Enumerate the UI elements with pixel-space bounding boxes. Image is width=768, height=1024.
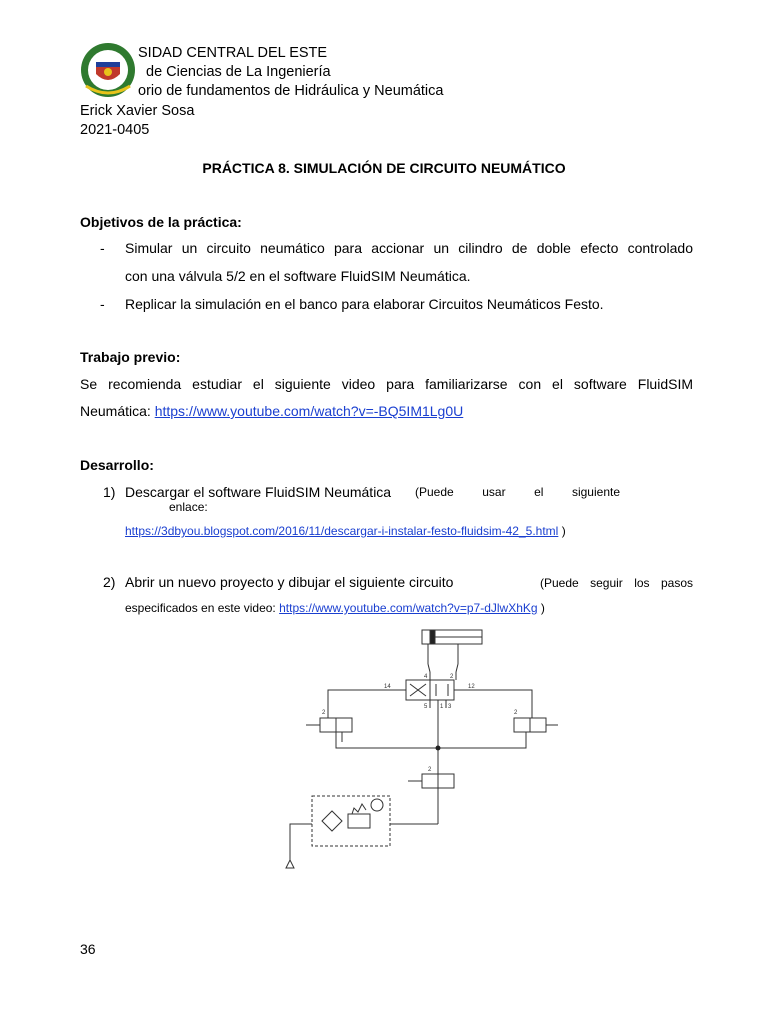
development-heading: Desarrollo: xyxy=(80,457,154,473)
university-logo xyxy=(80,42,136,98)
student-name: Erick Xavier Sosa xyxy=(80,103,195,119)
left-valve-3-2 xyxy=(306,714,438,748)
prework-video-link[interactable]: https://www.youtube.com/watch?v=-BQ5IM1Lg0U xyxy=(154,403,464,419)
junction-dot xyxy=(436,746,441,751)
step-1-note-cont: enlace: xyxy=(169,500,208,514)
step-2-close: ) xyxy=(540,601,545,615)
step-1-note: (Puede usar el siguiente xyxy=(415,485,620,499)
university-name: SIDAD CENTRAL DEL ESTE xyxy=(138,45,328,61)
faculty-name: de Ciencias de La Ingeniería xyxy=(146,64,331,80)
objective-bullet-2: - xyxy=(100,296,105,312)
right-valve-port-2: 2 xyxy=(514,710,518,716)
objectives-heading: Objetivos de la práctica: xyxy=(80,214,242,230)
right-valve-3-2 xyxy=(438,714,558,748)
prework-prefix: Neumática: xyxy=(80,403,155,419)
port-label-14: 14 xyxy=(384,684,391,690)
port-label-3: 3 xyxy=(448,704,452,710)
port-label-12: 12 xyxy=(468,684,475,690)
service-unit xyxy=(286,796,438,868)
step-2-note-cont: especificados en este video: xyxy=(125,601,276,615)
left-valve-port-2: 2 xyxy=(322,710,326,716)
port-label-2: 2 xyxy=(450,674,454,680)
double-acting-cylinder xyxy=(422,630,482,672)
step-1-link-line xyxy=(125,524,566,538)
student-id: 2021-0405 xyxy=(80,122,150,138)
port-label-4: 4 xyxy=(424,674,428,680)
step-2-number: 2) xyxy=(103,574,116,590)
lab-name: orio de fundamentos de Hidráulica y Neumática xyxy=(138,83,444,99)
step-2-note: (Puede seguir los pasos xyxy=(540,576,693,590)
step-1-download-link[interactable]: https://3dbyou.blogspot.com/2016/11/descargar-i-instalar-festo-fluidsim-42_5.html xyxy=(125,524,559,538)
objective-2: Replicar la simulación en el banco para elaborar Circuitos Neumáticos Festo. xyxy=(125,296,604,312)
valve-5-2 xyxy=(406,672,456,708)
objective-bullet-1: - xyxy=(100,240,105,256)
step-1-close: ) xyxy=(561,524,566,538)
pneumatic-circuit-diagram xyxy=(282,624,572,874)
step-1-number: 1) xyxy=(103,484,116,500)
step-1-text: Descargar el software FluidSIM Neumática xyxy=(125,484,392,500)
step-2-link-line xyxy=(125,601,545,615)
port-label-5: 5 xyxy=(424,704,428,710)
objective-1-line-1: Simular un circuito neumático para accionar un cilindro de doble efecto controlado xyxy=(125,240,693,256)
prework-heading: Trabajo previo: xyxy=(80,349,181,365)
port-label-1: 1 xyxy=(440,704,444,710)
step-2-video-link[interactable]: https://www.youtube.com/watch?v=p7-dJlwXhKg xyxy=(279,601,538,615)
main-valve-3-2 xyxy=(408,774,454,824)
main-valve-port-2: 2 xyxy=(428,767,432,773)
page-number: 36 xyxy=(80,941,96,957)
objective-1-line-2: con una válvula 5/2 en el software FluidSIM Neumática. xyxy=(125,268,471,284)
prework-line-2 xyxy=(80,397,463,425)
prework-line-1: Se recomienda estudiar el siguiente video para familiarizarse con el software FluidSIM xyxy=(80,376,693,392)
page-title: PRÁCTICA 8. SIMULACIÓN DE CIRCUITO NEUMÁTICO xyxy=(202,160,566,176)
step-2-text: Abrir un nuevo proyecto y dibujar el siguiente circuito xyxy=(125,574,454,590)
